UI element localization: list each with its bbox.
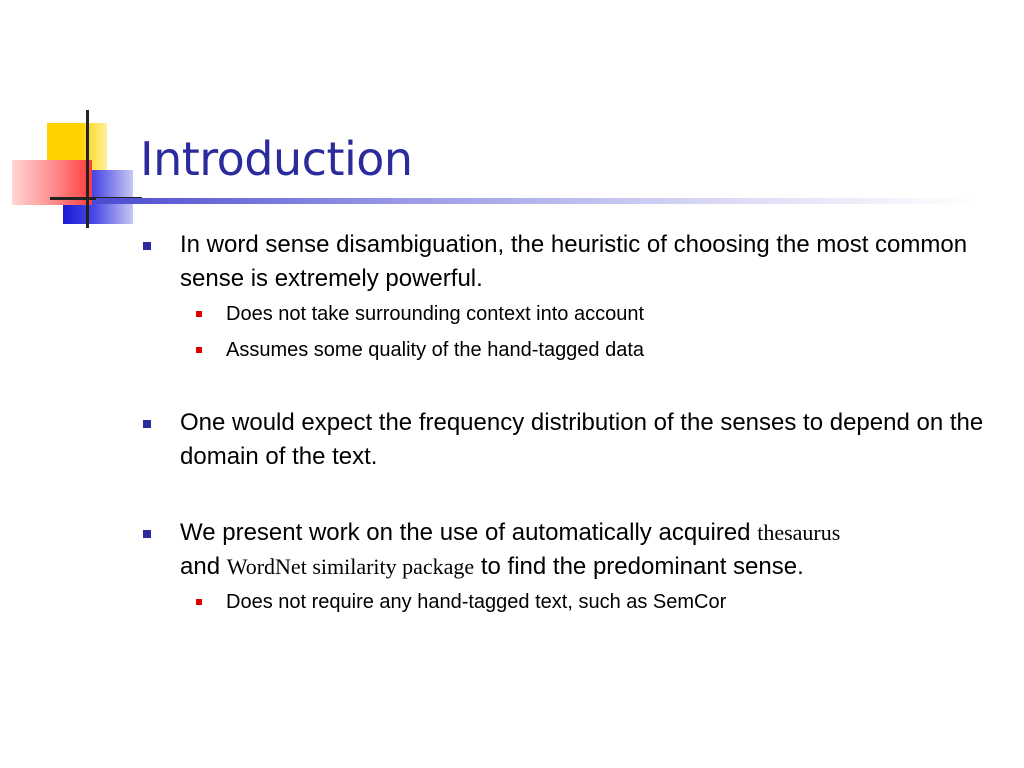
sub-bullet-item-3-1 — [140, 584, 1010, 620]
bullet-text: In word sense disambiguation, the heuristic of choosing the most common sense is extremely powerful. — [180, 231, 968, 292]
sub-bullet-text: Does not take surrounding context into account — [226, 303, 645, 325]
bullet-item-1 — [140, 228, 1010, 296]
vertical-line-shape — [86, 110, 89, 228]
square-bullet-icon — [196, 311, 202, 317]
sub-bullet-item-1-1 — [140, 296, 1010, 332]
bullet-text: One would expect the frequency distribution of the senses to depend on the domain of the text. — [180, 409, 984, 470]
bullet-item-3 — [140, 516, 1010, 584]
title-underline-rule — [96, 198, 976, 204]
sub-bullet-item-1-2 — [140, 332, 1010, 368]
square-bullet-icon — [196, 599, 202, 605]
decorative-logo — [0, 0, 180, 240]
sub-bullet-text: Assumes some quality of the hand-tagged data — [226, 339, 645, 361]
bullet-item-2 — [140, 406, 1010, 474]
term-wordnet-similarity-package: WordNet similarity package — [226, 554, 475, 579]
bullet-text-part: to find the predominant sense. — [474, 553, 804, 580]
slide-content — [140, 228, 1010, 620]
square-bullet-icon — [143, 530, 151, 538]
term-thesaurus: thesaurus — [757, 520, 841, 545]
square-bullet-icon — [143, 242, 151, 250]
square-bullet-icon — [143, 420, 151, 428]
square-bullet-icon — [196, 347, 202, 353]
slide-title: Introduction — [140, 132, 413, 186]
bullet-text-part: and — [180, 553, 227, 580]
bullet-text-part: We present work on the use of automatically acquired — [180, 519, 758, 546]
sub-bullet-text: Does not require any hand-tagged text, such as SemCor — [226, 591, 727, 613]
